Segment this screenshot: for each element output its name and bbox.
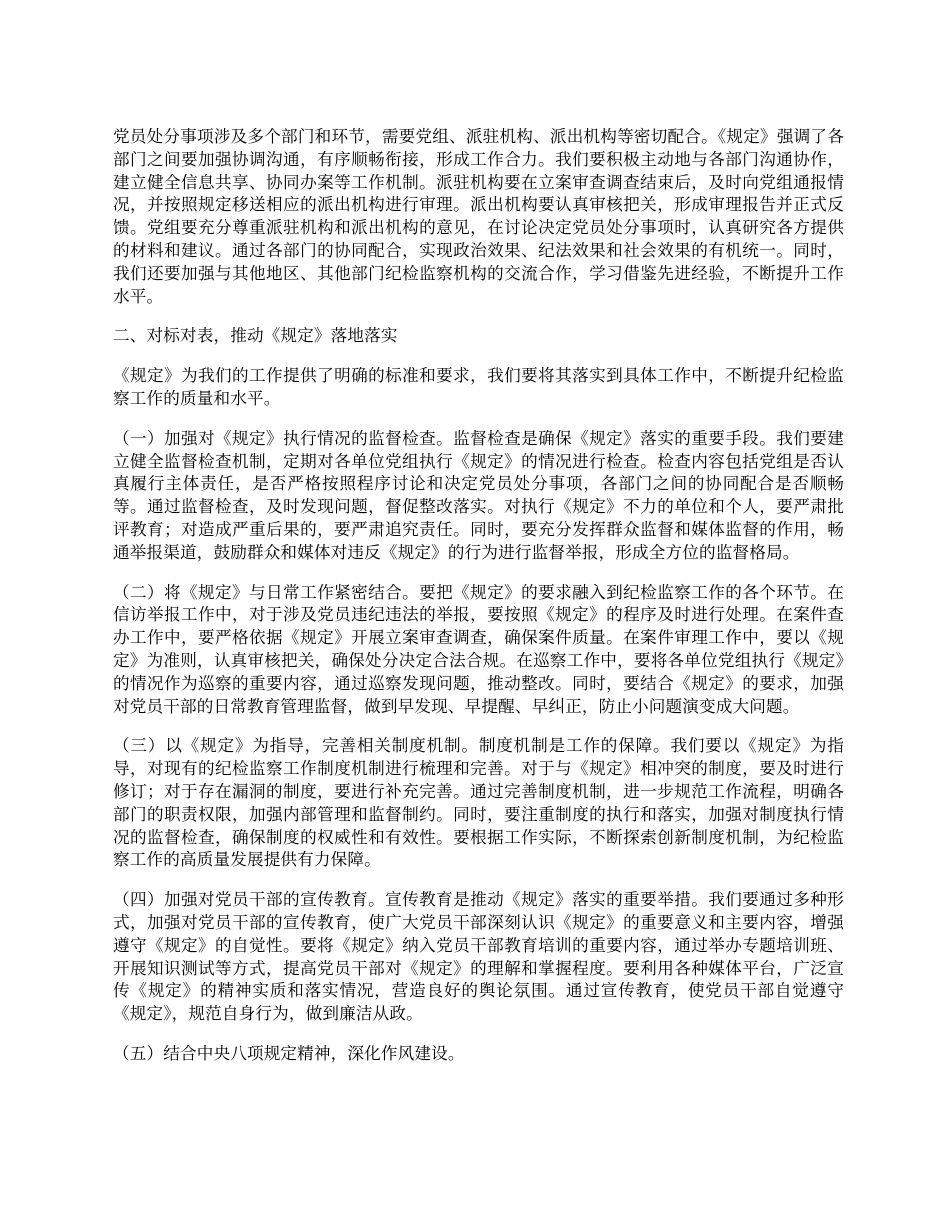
paragraph-standards: 《规定》为我们的工作提供了明确的标准和要求，我们要将其落实到具体工作中，不断提升纪检监察工作的质量和水平。	[113, 366, 844, 408]
paragraph-item-3-mechanisms: （三）以《规定》为指导，完善相关制度机制。制度机制是工作的保障。我们要以《规定》为指导，对现有的纪检监察工作制度机制进行梳理和完善。对于与《规定》相冲突的制度，要及时进行修订；对于存在漏洞的制度，要进行补充完善。通过完善制度机制，进一步规范工作流程，明确各部门的职责权限，加强内部管理和监督制约。同时，要注重制度的执行和落实，加强对制度执行情况的监督检查，确保制度的权威性和有效性。要根据工作实际，不断探索创新制度机制，为纪检监察工作的高质量发展提供有力保障。	[113, 736, 844, 870]
paragraph-item-5-conduct: （五）结合中央八项规定精神，深化作风建设。	[113, 1043, 465, 1063]
section-heading-2: 二、对标对表，推动《规定》落地落实	[113, 326, 398, 346]
document-body	[113, 126, 844, 1083]
paragraph-item-2-daily-work: （二）将《规定》与日常工作紧密结合。要把《规定》的要求融入到纪检监察工作的各个环节。在信访举报工作中，对于涉及党员违纪违法的举报，要按照《规定》的程序及时进行处理。在案件查办工作中，要严格依据《规定》开展立案审查调查，确保案件质量。在案件审理工作中，要以《规定》为准则，认真审核把关，确保处分决定合法合规。在巡察工作中，要将各单位党组执行《规定》的情况作为巡察的重要内容，通过巡察发现问题，推动整改。同时，要结合《规定》的要求，加强对党员干部的日常教育管理监督，做到早发现、早提醒、早纠正，防止小问题演变成大问题。	[113, 582, 844, 716]
paragraph-coordination: 党员处分事项涉及多个部门和环节，需要党组、派驻机构、派出机构等密切配合。《规定》强调了各部门之间要加强协调沟通，有序顺畅衔接，形成工作合力。我们要积极主动地与各部门沟通协作，建立健全信息共享、协同办案等工作机制。派驻机构要在立案审查调查结束后，及时向党组通报情况，并按照规定移送相应的派出机构进行审理。派出机构要认真审核把关，形成审理报告并正式反馈。党组要充分尊重派驻机构和派出机构的意见，在讨论决定党员处分事项时，认真研究各方提供的材料和建议。通过各部门的协同配合，实现政治效果、纪法效果和社会效果的有机统一。同时，我们还要加强与其他地区、其他部门纪检监察机构的交流合作，学习借鉴先进经验，不断提升工作水平。	[113, 127, 844, 306]
paragraph-item-4-education: （四）加强对党员干部的宣传教育。宣传教育是推动《规定》落实的重要举措。我们要通过多种形式，加强对党员干部的宣传教育，使广大党员干部深刻认识《规定》的重要意义和主要内容，增强遵守《规定》的自觉性。要将《规定》纳入党员干部教育培训的重要内容，通过举办专题培训班、开展知识测试等方式，提高党员干部对《规定》的理解和掌握程度。要利用各种媒体平台，广泛宣传《规定》的精神实质和落实情况，营造良好的舆论氛围。通过宣传教育，使党员干部自觉遵守《规定》，规范自身行为，做到廉洁从政。	[113, 890, 844, 1024]
paragraph-item-1-supervision: （一）加强对《规定》执行情况的监督检查。监督检查是确保《规定》落实的重要手段。我们要建立健全监督检查机制，定期对各单位党组执行《规定》的情况进行检查。检查内容包括党组是否认真履行主体责任，是否严格按照程序讨论和决定党员处分事项，各部门之间的协同配合是否顺畅等。通过监督检查，及时发现问题，督促整改落实。对执行《规定》不力的单位和个人，要严肃批评教育；对造成严重后果的，要严肃追究责任。同时，要充分发挥群众监督和媒体监督的作用，畅通举报渠道，鼓励群众和媒体对违反《规定》的行为进行监督举报，形成全方位的监督格局。	[113, 428, 844, 562]
